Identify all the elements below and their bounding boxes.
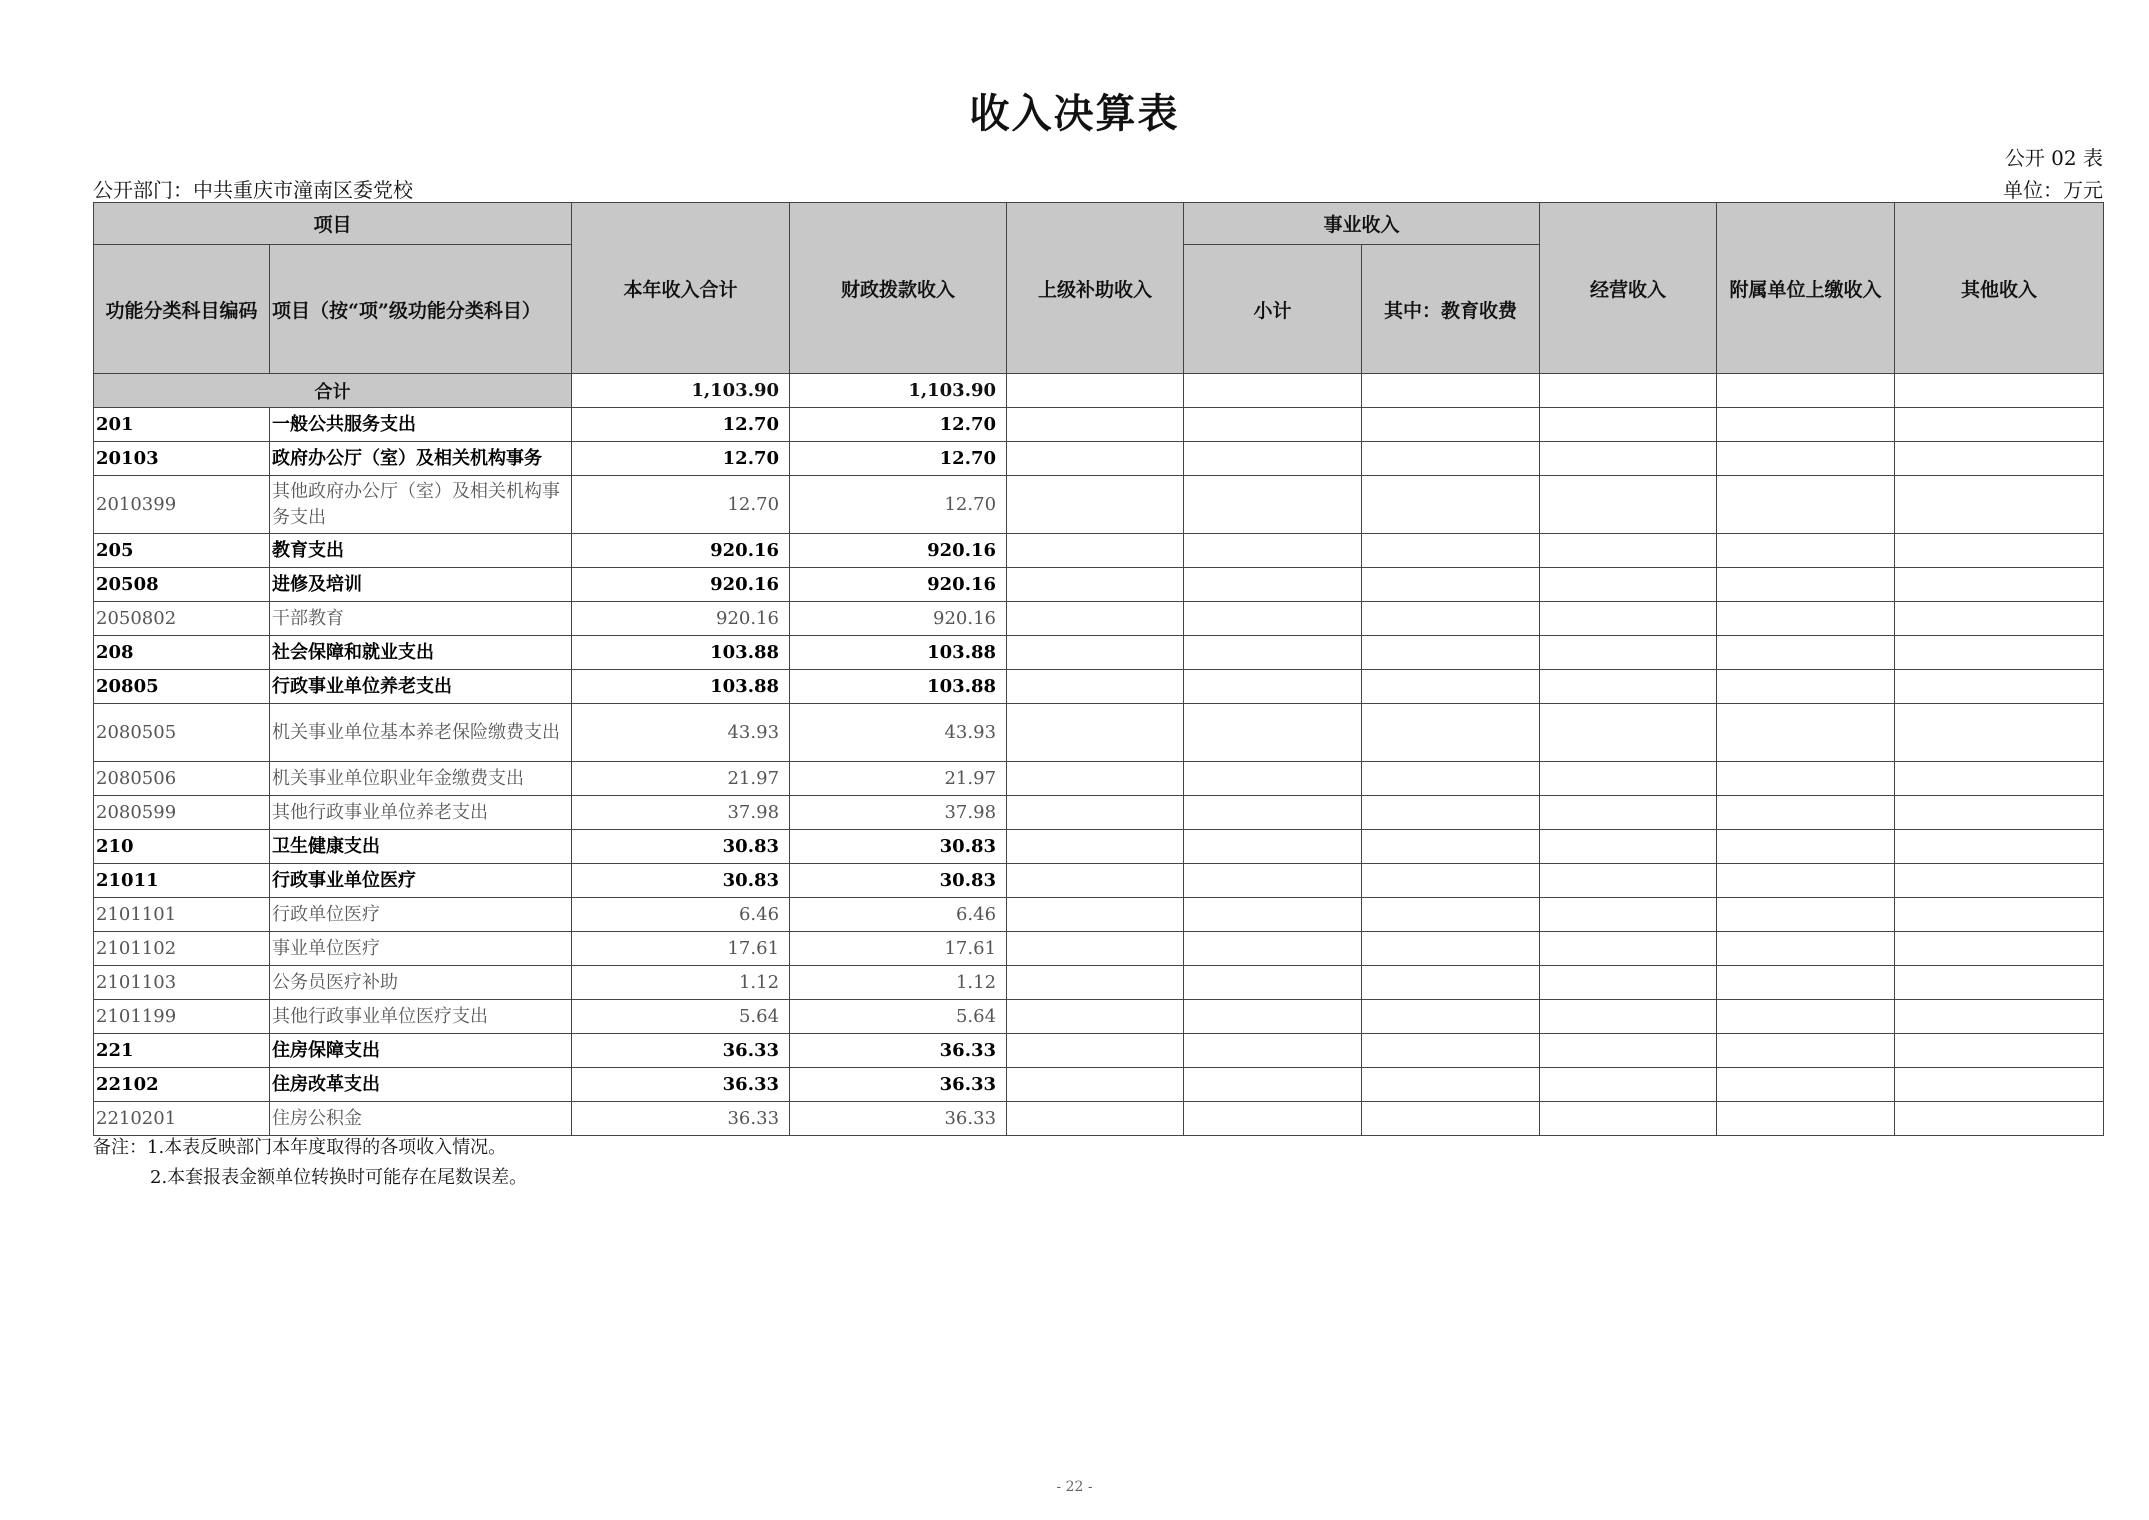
empty-cell (1895, 830, 2104, 864)
empty-cell (1717, 932, 1895, 966)
empty-cell (1007, 932, 1184, 966)
empty-cell (1540, 966, 1717, 1000)
row-name: 政府办公厅（室）及相关机构事务 (270, 442, 572, 476)
row-code: 2080506 (94, 762, 270, 796)
row-total-income: 12.70 (572, 442, 790, 476)
row-code: 2101101 (94, 898, 270, 932)
row-total-income: 30.83 (572, 864, 790, 898)
table-row (94, 670, 2104, 704)
table-row (94, 408, 2104, 442)
empty-cell (1717, 830, 1895, 864)
table-row (94, 704, 2104, 762)
empty-cell (1184, 1068, 1362, 1102)
empty-cell (1362, 568, 1540, 602)
empty-cell (1717, 864, 1895, 898)
empty-cell (1717, 1034, 1895, 1068)
total-income-value: 1,103.90 (572, 374, 790, 408)
row-code: 22102 (94, 1068, 270, 1102)
empty-cell (1362, 1000, 1540, 1034)
row-code: 2101102 (94, 932, 270, 966)
table-row (94, 796, 2104, 830)
row-code: 20508 (94, 568, 270, 602)
empty-cell (1362, 636, 1540, 670)
row-total-income: 36.33 (572, 1034, 790, 1068)
empty-cell (1540, 670, 1717, 704)
row-total-income: 43.93 (572, 704, 790, 762)
row-code: 2080599 (94, 796, 270, 830)
row-fiscal: 43.93 (790, 704, 1007, 762)
empty-cell (1362, 932, 1540, 966)
empty-cell (1717, 602, 1895, 636)
header-func-code: 功能分类科目编码 (94, 245, 270, 374)
row-fiscal: 920.16 (790, 602, 1007, 636)
row-fiscal: 103.88 (790, 670, 1007, 704)
row-name: 行政事业单位养老支出 (270, 670, 572, 704)
row-fiscal: 12.70 (790, 476, 1007, 534)
row-name: 其他行政事业单位医疗支出 (270, 1000, 572, 1034)
empty-cell (1362, 704, 1540, 762)
empty-cell (1895, 534, 2104, 568)
table-row (94, 636, 2104, 670)
row-total-income: 103.88 (572, 636, 790, 670)
note-1: 备注：1.本表反映部门本年度取得的各项收入情况。 (93, 1137, 507, 1158)
row-name: 教育支出 (270, 534, 572, 568)
empty-cell (1717, 762, 1895, 796)
table-row (94, 830, 2104, 864)
empty-cell (1184, 830, 1362, 864)
empty-cell (1007, 636, 1184, 670)
row-fiscal: 37.98 (790, 796, 1007, 830)
empty-cell (1895, 476, 2104, 534)
empty-cell (1007, 476, 1184, 534)
empty-cell (1540, 1068, 1717, 1102)
row-name: 其他政府办公厅（室）及相关机构事务支出 (270, 476, 572, 534)
table-row (94, 476, 2104, 534)
empty-cell (1362, 966, 1540, 1000)
row-total-income: 1.12 (572, 966, 790, 1000)
row-name: 住房改革支出 (270, 1068, 572, 1102)
empty-cell (1540, 704, 1717, 762)
table-body (94, 374, 2104, 1136)
row-name: 一般公共服务支出 (270, 408, 572, 442)
row-name: 住房保障支出 (270, 1034, 572, 1068)
empty-cell (1007, 568, 1184, 602)
empty-cell (1007, 830, 1184, 864)
row-total-income: 17.61 (572, 932, 790, 966)
empty-cell (1540, 1034, 1717, 1068)
row-total-income: 21.97 (572, 762, 790, 796)
row-total-income: 6.46 (572, 898, 790, 932)
row-total-income: 12.70 (572, 408, 790, 442)
empty-cell (1717, 670, 1895, 704)
table-row (94, 864, 2104, 898)
empty-cell (1895, 568, 2104, 602)
empty-cell (1895, 1034, 2104, 1068)
row-code: 2210201 (94, 1102, 270, 1136)
empty-cell (1362, 476, 1540, 534)
empty-cell (1540, 796, 1717, 830)
empty-cell (1895, 966, 2104, 1000)
empty-cell (1895, 898, 2104, 932)
empty-cell (1540, 408, 1717, 442)
table-row (94, 1102, 2104, 1136)
header-business: 事业收入 (1184, 203, 1540, 245)
row-fiscal: 36.33 (790, 1102, 1007, 1136)
row-name: 进修及培训 (270, 568, 572, 602)
row-fiscal: 920.16 (790, 534, 1007, 568)
empty-cell (1184, 966, 1362, 1000)
empty-cell (1007, 1034, 1184, 1068)
header-total-income: 本年收入合计 (572, 203, 790, 374)
header-func-name: 项目（按“项”级功能分类科目） (270, 245, 572, 374)
notes (93, 1133, 527, 1193)
row-total-income: 36.33 (572, 1068, 790, 1102)
empty-cell (1362, 442, 1540, 476)
empty-cell (1362, 864, 1540, 898)
empty-cell (1184, 568, 1362, 602)
empty-cell (1007, 670, 1184, 704)
header-subtotal: 小计 (1184, 245, 1362, 374)
empty-cell (1007, 704, 1184, 762)
empty-cell (1717, 796, 1895, 830)
row-total-income: 36.33 (572, 1102, 790, 1136)
row-fiscal: 103.88 (790, 636, 1007, 670)
total-fiscal-value: 1,103.90 (790, 374, 1007, 408)
empty-cell (1895, 864, 2104, 898)
empty-cell (1007, 1102, 1184, 1136)
empty-cell (1895, 1000, 2104, 1034)
row-fiscal: 12.70 (790, 408, 1007, 442)
empty-cell (1895, 1068, 2104, 1102)
table-row (94, 762, 2104, 796)
row-code: 201 (94, 408, 270, 442)
empty-cell (1895, 602, 2104, 636)
row-code: 208 (94, 636, 270, 670)
empty-cell (1362, 1102, 1540, 1136)
table-row (94, 1068, 2104, 1102)
table-row (94, 932, 2104, 966)
row-total-income: 920.16 (572, 602, 790, 636)
empty-cell (1184, 796, 1362, 830)
table-row (94, 568, 2104, 602)
row-name: 其他行政事业单位养老支出 (270, 796, 572, 830)
row-total-income: 103.88 (572, 670, 790, 704)
empty-cell (1540, 602, 1717, 636)
empty-cell (1007, 966, 1184, 1000)
row-fiscal: 21.97 (790, 762, 1007, 796)
table-row (94, 1034, 2104, 1068)
empty-cell (1007, 442, 1184, 476)
empty-cell (1007, 864, 1184, 898)
empty-cell (1540, 476, 1717, 534)
empty-cell (1184, 374, 1362, 408)
row-fiscal: 17.61 (790, 932, 1007, 966)
empty-cell (1717, 636, 1895, 670)
row-code: 20103 (94, 442, 270, 476)
empty-cell (1540, 534, 1717, 568)
empty-cell (1895, 1102, 2104, 1136)
row-code: 210 (94, 830, 270, 864)
empty-cell (1717, 442, 1895, 476)
empty-cell (1184, 408, 1362, 442)
empty-cell (1717, 1000, 1895, 1034)
empty-cell (1362, 1068, 1540, 1102)
empty-cell (1362, 670, 1540, 704)
empty-cell (1362, 602, 1540, 636)
table-row (94, 442, 2104, 476)
row-fiscal: 1.12 (790, 966, 1007, 1000)
empty-cell (1007, 374, 1184, 408)
empty-cell (1362, 830, 1540, 864)
row-code: 2010399 (94, 476, 270, 534)
empty-cell (1184, 898, 1362, 932)
empty-cell (1184, 864, 1362, 898)
empty-cell (1540, 568, 1717, 602)
row-code: 2050802 (94, 602, 270, 636)
empty-cell (1184, 636, 1362, 670)
header-project: 项目 (94, 203, 572, 245)
empty-cell (1717, 374, 1895, 408)
header-affiliated: 附属单位上缴收入 (1717, 203, 1895, 374)
row-name: 行政单位医疗 (270, 898, 572, 932)
row-name: 机关事业单位基本养老保险缴费支出 (270, 704, 572, 762)
row-code: 2101199 (94, 1000, 270, 1034)
row-name: 事业单位医疗 (270, 932, 572, 966)
empty-cell (1540, 932, 1717, 966)
empty-cell (1540, 442, 1717, 476)
empty-cell (1540, 1102, 1717, 1136)
row-code: 2101103 (94, 966, 270, 1000)
empty-cell (1184, 442, 1362, 476)
row-fiscal: 6.46 (790, 898, 1007, 932)
table-header (94, 203, 2104, 374)
empty-cell (1717, 704, 1895, 762)
empty-cell (1184, 670, 1362, 704)
row-total-income: 12.70 (572, 476, 790, 534)
empty-cell (1007, 898, 1184, 932)
row-code: 221 (94, 1034, 270, 1068)
form-number: 公开 02 表 (2004, 146, 2103, 170)
empty-cell (1895, 636, 2104, 670)
empty-cell (1007, 1068, 1184, 1102)
empty-cell (1362, 1034, 1540, 1068)
row-fiscal: 30.83 (790, 864, 1007, 898)
empty-cell (1362, 898, 1540, 932)
empty-cell (1184, 534, 1362, 568)
empty-cell (1717, 534, 1895, 568)
header-superior: 上级补助收入 (1007, 203, 1184, 374)
empty-cell (1895, 932, 2104, 966)
row-total-income: 920.16 (572, 534, 790, 568)
empty-cell (1184, 602, 1362, 636)
empty-cell (1362, 374, 1540, 408)
empty-cell (1540, 636, 1717, 670)
empty-cell (1540, 898, 1717, 932)
row-fiscal: 36.33 (790, 1068, 1007, 1102)
empty-cell (1895, 374, 2104, 408)
row-name: 社会保障和就业支出 (270, 636, 572, 670)
row-code: 205 (94, 534, 270, 568)
empty-cell (1007, 534, 1184, 568)
department-label: 公开部门：中共重庆市潼南区委党校 (93, 178, 413, 202)
empty-cell (1895, 796, 2104, 830)
header-operating: 经营收入 (1540, 203, 1717, 374)
row-total-income: 5.64 (572, 1000, 790, 1034)
row-fiscal: 5.64 (790, 1000, 1007, 1034)
empty-cell (1007, 762, 1184, 796)
empty-cell (1895, 704, 2104, 762)
row-total-income: 30.83 (572, 830, 790, 864)
table-row (94, 602, 2104, 636)
empty-cell (1895, 442, 2104, 476)
empty-cell (1540, 1000, 1717, 1034)
row-code: 20805 (94, 670, 270, 704)
header-education-fee: 其中：教育收费 (1362, 245, 1540, 374)
empty-cell (1717, 966, 1895, 1000)
empty-cell (1184, 704, 1362, 762)
table-row (94, 534, 2104, 568)
page-number: - 22 - (1056, 1479, 1093, 1495)
empty-cell (1717, 476, 1895, 534)
empty-cell (1540, 374, 1717, 408)
empty-cell (1007, 602, 1184, 636)
total-label: 合计 (94, 374, 572, 408)
empty-cell (1007, 1000, 1184, 1034)
empty-cell (1362, 408, 1540, 442)
empty-cell (1184, 932, 1362, 966)
empty-cell (1007, 408, 1184, 442)
note-2: 2.本套报表金额单位转换时可能存在尾数误差。 (150, 1167, 528, 1188)
empty-cell (1895, 408, 2104, 442)
empty-cell (1007, 796, 1184, 830)
empty-cell (1362, 762, 1540, 796)
row-total-income: 37.98 (572, 796, 790, 830)
empty-cell (1895, 670, 2104, 704)
empty-cell (1362, 796, 1540, 830)
row-name: 公务员医疗补助 (270, 966, 572, 1000)
row-name: 干部教育 (270, 602, 572, 636)
empty-cell (1362, 534, 1540, 568)
empty-cell (1895, 762, 2104, 796)
header-fiscal: 财政拨款收入 (790, 203, 1007, 374)
row-fiscal: 36.33 (790, 1034, 1007, 1068)
row-fiscal: 920.16 (790, 568, 1007, 602)
table-row (94, 966, 2104, 1000)
total-row (94, 374, 2104, 408)
empty-cell (1717, 1102, 1895, 1136)
unit-label: 单位：万元 (2003, 178, 2103, 202)
empty-cell (1540, 762, 1717, 796)
empty-cell (1717, 898, 1895, 932)
row-total-income: 920.16 (572, 568, 790, 602)
empty-cell (1717, 408, 1895, 442)
row-code: 2080505 (94, 704, 270, 762)
income-table (93, 202, 2104, 1136)
row-fiscal: 12.70 (790, 442, 1007, 476)
page-title: 收入决算表 (969, 90, 1180, 137)
empty-cell (1184, 1000, 1362, 1034)
row-name: 机关事业单位职业年金缴费支出 (270, 762, 572, 796)
empty-cell (1184, 1102, 1362, 1136)
empty-cell (1184, 762, 1362, 796)
empty-cell (1540, 830, 1717, 864)
empty-cell (1184, 1034, 1362, 1068)
row-fiscal: 30.83 (790, 830, 1007, 864)
table-row (94, 898, 2104, 932)
empty-cell (1184, 476, 1362, 534)
row-name: 卫生健康支出 (270, 830, 572, 864)
empty-cell (1540, 864, 1717, 898)
row-code: 21011 (94, 864, 270, 898)
empty-cell (1717, 1068, 1895, 1102)
row-name: 行政事业单位医疗 (270, 864, 572, 898)
header-other: 其他收入 (1895, 203, 2104, 374)
table-row (94, 1000, 2104, 1034)
empty-cell (1717, 568, 1895, 602)
row-name: 住房公积金 (270, 1102, 572, 1136)
